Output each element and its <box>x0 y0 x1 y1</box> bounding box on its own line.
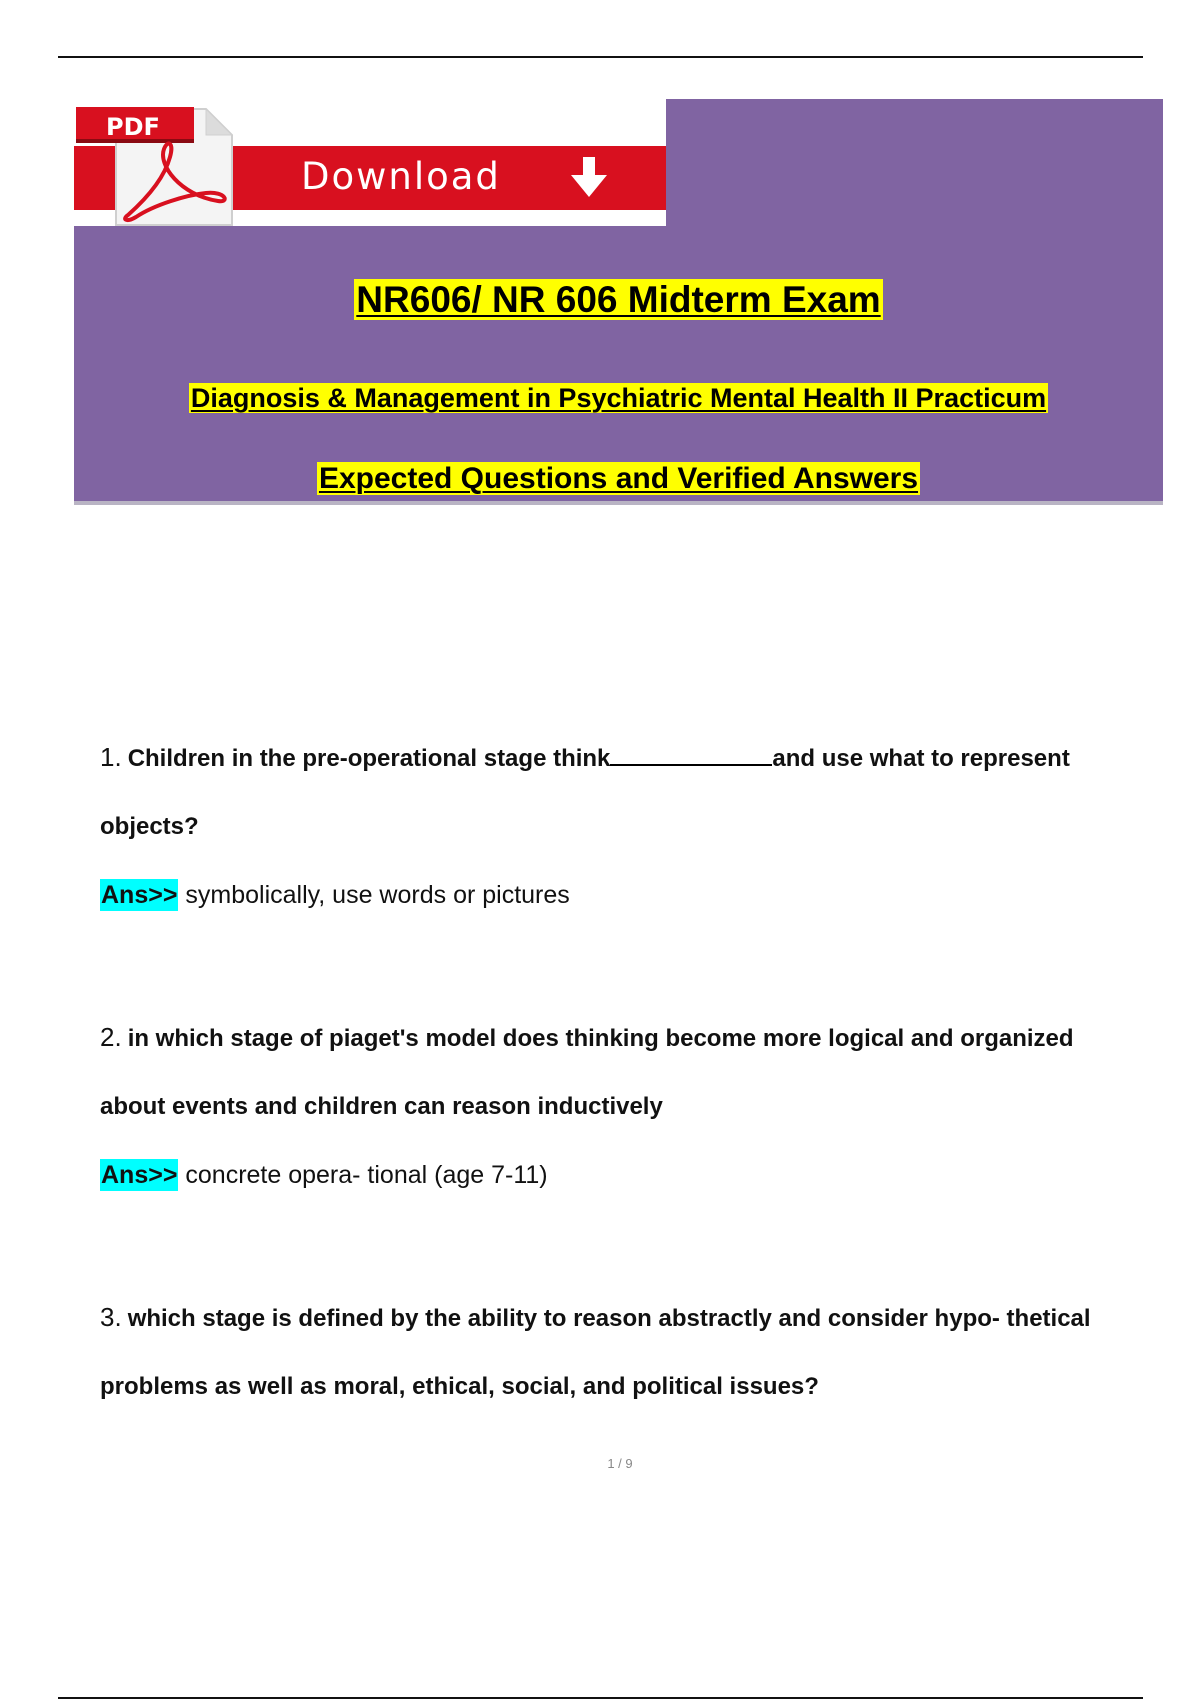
answer-tag: Ans>> <box>101 881 178 909</box>
question-3-line-1 <box>100 1302 1091 1334</box>
document-title <box>74 279 1163 321</box>
question-number: 3. <box>100 1302 122 1332</box>
download-bar[interactable] <box>74 99 666 226</box>
top-rule <box>58 56 1143 58</box>
answer-2 <box>100 1158 548 1192</box>
pdf-file-icon <box>76 103 236 227</box>
question-text: and use what to represent <box>772 745 1070 772</box>
page-indicator: 1 / 9 <box>607 1456 633 1471</box>
question-2-line-1 <box>100 1022 1074 1054</box>
document-tagline <box>74 462 1163 496</box>
answer-text: symbolically, use words or pictures <box>185 881 570 909</box>
banner-divider <box>74 501 1163 505</box>
question-number: 2. <box>100 1022 122 1052</box>
document-subtitle <box>74 383 1163 414</box>
document-tagline-text: Expected Questions and Verified Answers <box>318 462 919 495</box>
question-text: which stage is defined by the ability to reason abstractly and consider hypo- thetical <box>127 1305 1091 1332</box>
answer-text: concrete opera- tional (age 7-11) <box>185 1161 548 1189</box>
question-3-line-2: problems as well as moral, ethical, social, and political issues? <box>100 1373 819 1400</box>
question-text: in which stage of piaget's model does thinking become more logical and organized <box>127 1025 1074 1052</box>
bottom-rule <box>58 1697 1143 1699</box>
download-label[interactable]: Download <box>301 155 501 198</box>
fill-in-blank <box>610 742 772 766</box>
question-1-line-1 <box>100 742 1070 774</box>
question-2-line-2: about events and children can reason inductively <box>100 1093 663 1120</box>
question-number: 1. <box>100 742 122 772</box>
document-subtitle-text: Diagnosis & Management in Psychiatric Mental Health II Practicum <box>190 383 1047 413</box>
document-title-text: NR606/ NR 606 Midterm Exam <box>356 279 881 320</box>
question-1-line-2: objects? <box>100 813 199 840</box>
answer-1 <box>100 878 570 912</box>
download-arrow-icon <box>566 155 612 201</box>
question-3 <box>100 1302 1150 1412</box>
header-banner <box>74 99 1163 501</box>
question-2 <box>100 1022 1150 1202</box>
answer-tag: Ans>> <box>101 1161 178 1189</box>
question-text: Children in the pre-operational stage think <box>127 745 611 772</box>
question-1 <box>100 742 1150 922</box>
pdf-badge-text: PDF <box>106 113 160 141</box>
